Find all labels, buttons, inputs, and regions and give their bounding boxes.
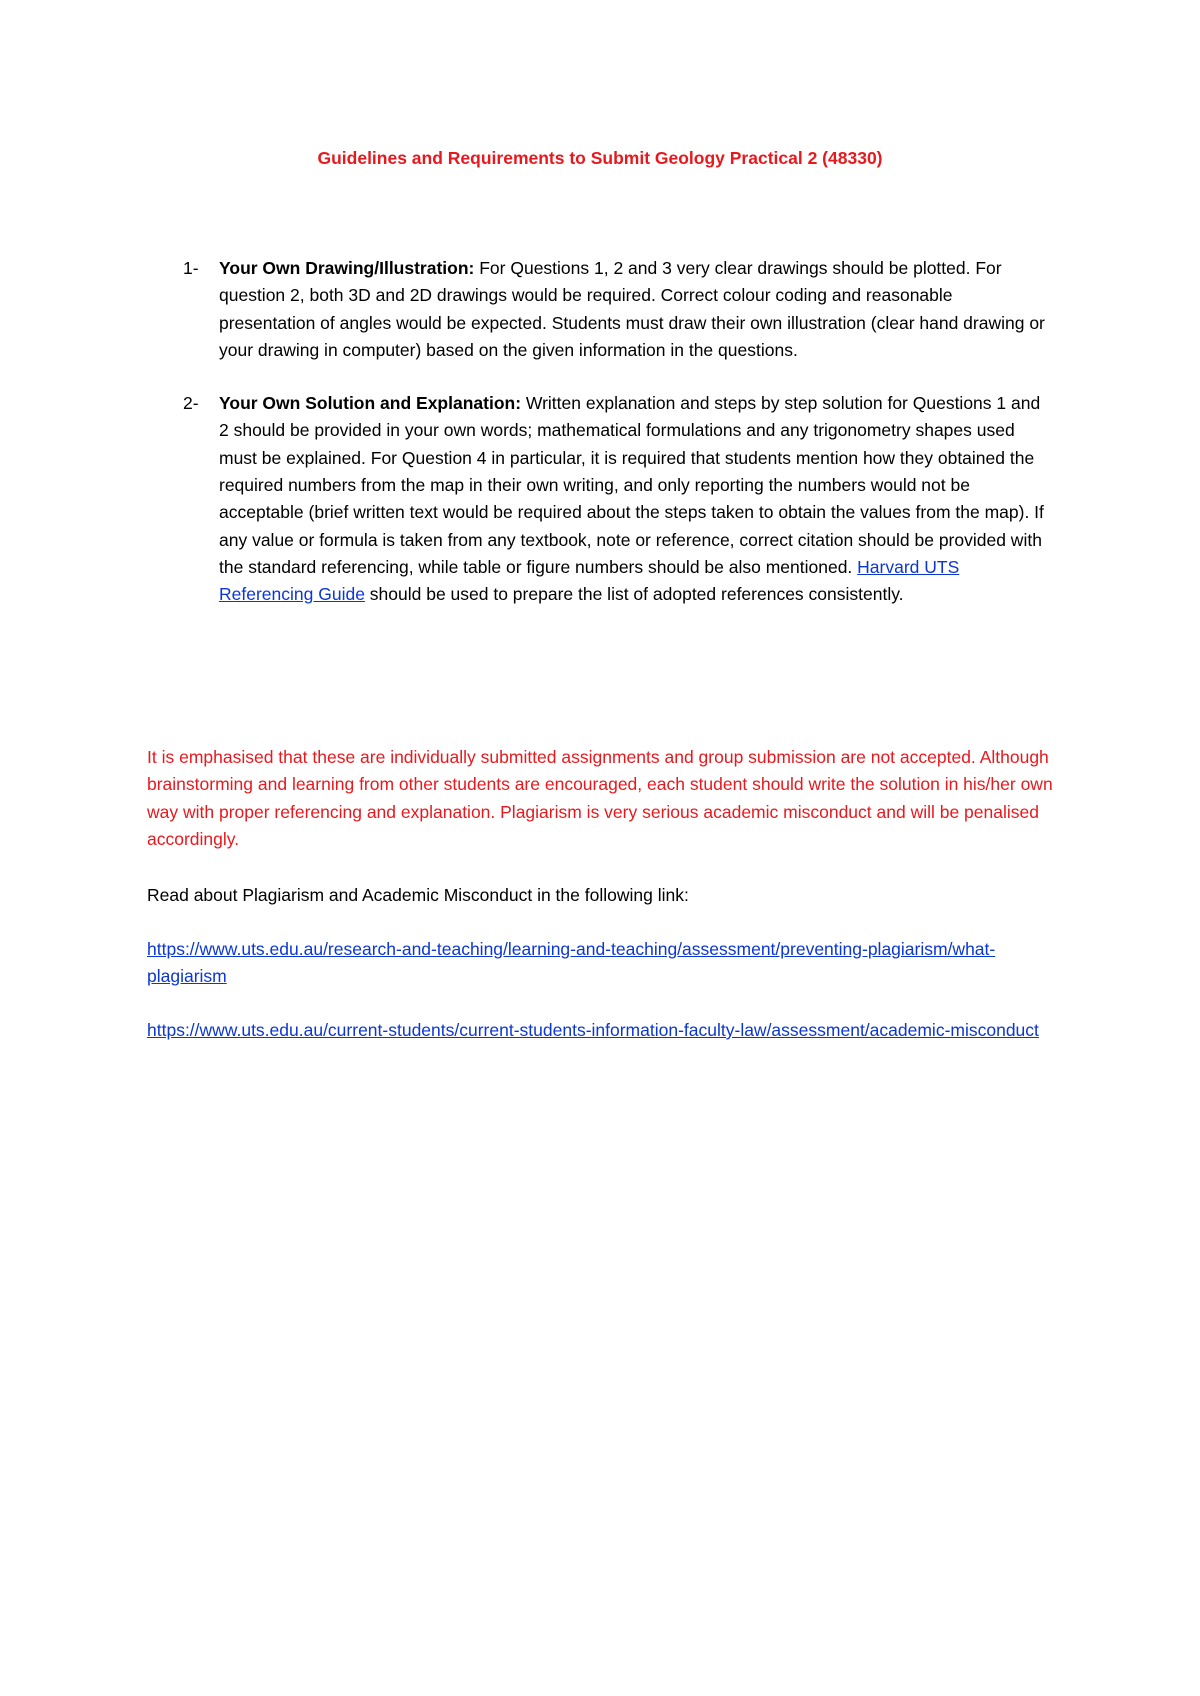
list-item-number: 2- xyxy=(183,393,199,414)
harvard-referencing-guide-link[interactable]: Harvard UTS Referencing Guide xyxy=(219,556,960,605)
list-item-text: For Questions 1, 2 and 3 very clear drawings should be plotted. For question 2, both 3D and 2D drawings would be required. Correct colour coding and reasonable presentation of angles would be expected. Students must draw their own illustration (clear hand drawing or your drawing in computer) based on the given information in the questions. xyxy=(219,258,1045,360)
list-item-text: Written explanation and steps by step solution for Questions 1 and 2 should be provided in your own words; mathematical formulations and any trigonometry shapes used must be explained. For Question 4 in particular, it is required that students mention how they obtained the required numbers from the map in their own writing, and only reporting the numbers would not be acceptable (brief written text would be required about the steps taken to obtain the values from the map). If any value or formula is taken from any textbook, note or reference, correct citation should be provided with the standard referencing, while table or figure numbers should be also mentioned. xyxy=(219,393,1044,577)
list-item xyxy=(147,390,1047,608)
list-item-text-after-link: should be used to prepare the list of adopted references consistently. xyxy=(364,584,904,605)
list-item xyxy=(147,255,1047,364)
plagiarism-link[interactable]: https://www.uts.edu.au/research-and-teaching/learning-and-teaching/assessment/preventing-plagiarism/what-plagiarism xyxy=(147,939,996,986)
read-about-text: Read about Plagiarism and Academic Misconduct in the following link: xyxy=(147,885,689,905)
list-item-heading: Your Own Drawing/Illustration: xyxy=(219,258,475,278)
list-item-number: 1- xyxy=(183,258,199,278)
document-title: Guidelines and Requirements to Submit Geology Practical 2 (48330) xyxy=(317,148,883,168)
plagiarism-warning: It is emphasised that these are individually submitted assignments and group submission are not accepted. Although brainstorming and learning from other students are encouraged, each student should write the solution in his/her own way with proper referencing and explanation. Plagiarism is very serious academic misconduct and will be penalised accordingly. xyxy=(147,747,1053,849)
academic-misconduct-link[interactable]: https://www.uts.edu.au/current-students/current-students-information-faculty-law/assessment/academic-misconduct xyxy=(147,1020,1039,1040)
url-block xyxy=(147,936,1067,990)
url-block xyxy=(147,1017,1067,1044)
requirements-list xyxy=(147,255,1047,635)
list-item-heading: Your Own Solution and Explanation: xyxy=(219,393,522,414)
